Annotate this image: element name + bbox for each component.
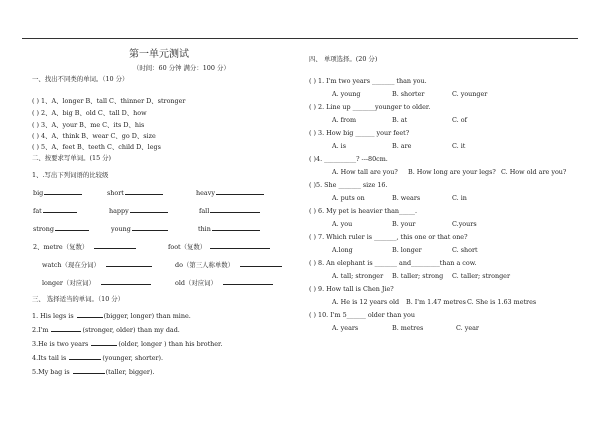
section-4-heading: 四、 单项选择。(20 分)	[309, 55, 378, 63]
mc-option[interactable]: B. I'm 1.47 metres	[406, 298, 466, 306]
mc-option[interactable]: C. She is 1.63 metres	[467, 298, 537, 306]
s3-row: 3.He is two years (older, longer ) than his brother.	[32, 340, 223, 348]
mc-question: ( ) 1. I'm two years _______ than you.	[309, 77, 427, 85]
q2-item: do（第三人称单数）	[175, 260, 283, 269]
mc-option[interactable]: A. tall; stronger	[332, 272, 384, 280]
s1-row: ( ) 2、A、big B、old C、tall D、how	[32, 109, 147, 117]
comp-item: strong	[33, 224, 90, 233]
answer-blank[interactable]	[216, 188, 264, 195]
comp-item: short	[107, 188, 164, 197]
mc-option[interactable]: A.long	[332, 246, 353, 254]
comp-item: happy	[109, 206, 169, 215]
section-1-heading: 一、找出不同类的单词。（10 分）	[32, 75, 129, 83]
answer-blank[interactable]	[223, 278, 273, 285]
section-2-subheading: 1、.写出下列词语的比较级	[32, 171, 109, 179]
comp-item: heavy	[196, 188, 265, 197]
mc-option[interactable]: B. shorter	[392, 90, 425, 98]
q2-item: watch（现在分词）	[42, 260, 153, 269]
s3-row: 4.Its tail is (younger, shorter).	[32, 354, 164, 362]
answer-blank[interactable]	[210, 206, 260, 213]
mc-question: ( )5. She _______ size 16.	[309, 181, 388, 189]
s3-row: 1. His legs is (bigger, longer) than mine.	[32, 312, 191, 320]
answer-blank[interactable]	[240, 260, 282, 267]
section-3-heading: 三、 选择适当的单词。（10 分）	[32, 295, 125, 303]
mc-option[interactable]: A. from	[332, 116, 357, 124]
mc-option[interactable]: B. longer	[392, 246, 422, 254]
mc-option[interactable]: A. How tall are you?	[332, 168, 398, 176]
s3-row: 5.My bag is (taller, bigger).	[32, 368, 155, 376]
s1-row: ( ) 3、A、your B、me C、its D、his	[32, 121, 145, 129]
mc-question: ( ) 2. Line up _______younger to older.	[309, 103, 431, 111]
header-rule	[22, 38, 578, 39]
comp-item: big	[33, 188, 83, 197]
q2-item: 2、metre（复数）	[33, 242, 137, 251]
q2-item: old（对应词）	[175, 278, 274, 287]
answer-blank[interactable]	[212, 224, 260, 231]
mc-option[interactable]: C. short	[452, 246, 478, 254]
page-subtitle: （时间：60 分钟 满分：100 分）	[133, 64, 230, 72]
answer-blank[interactable]	[210, 242, 270, 249]
mc-question: ( ) 3. How big ______ your feet?	[309, 129, 410, 137]
mc-option[interactable]: B. wears	[392, 194, 421, 202]
answer-blank[interactable]	[130, 206, 168, 213]
comp-item: fall	[199, 206, 261, 215]
mc-option[interactable]: A. young	[332, 90, 361, 98]
comp-item: fat	[33, 206, 78, 215]
answer-blank[interactable]	[106, 260, 152, 267]
section-2-heading: 二、按要求写单词。(15 分)	[32, 154, 112, 162]
mc-question: ( ) 7. Which ruler is _______, this one or that one?	[309, 233, 468, 241]
answer-blank[interactable]	[91, 339, 117, 346]
page-title: 第一单元测试	[129, 49, 189, 60]
answer-blank[interactable]	[125, 188, 163, 195]
mc-option[interactable]: A. He is 12 years old	[332, 298, 400, 306]
s1-row: ( ) 4、A、think B、wear C、go D、size	[32, 132, 156, 140]
mc-option[interactable]: C.yours	[452, 220, 477, 228]
answer-blank[interactable]	[101, 278, 151, 285]
mc-option[interactable]: A. you	[332, 220, 353, 228]
mc-option[interactable]: B. metres	[392, 324, 424, 332]
mc-option[interactable]: C. year	[456, 324, 479, 332]
mc-option[interactable]: C. it	[452, 142, 466, 150]
s1-row: ( ) 1、A、longer B、tall C、thinner D、stronger	[32, 97, 186, 105]
mc-question: ( ) 6. My pet is heavier than_____.	[309, 207, 418, 215]
answer-blank[interactable]	[69, 353, 101, 360]
mc-option[interactable]: B. at	[392, 116, 408, 124]
mc-option[interactable]: A. puts on	[332, 194, 365, 202]
s1-row: ( ) 5、A、feet B、teeth C、child D、legs	[32, 143, 161, 151]
mc-option[interactable]: B. How long are your legs?	[408, 168, 496, 176]
mc-option[interactable]: C. taller; stronger	[452, 272, 511, 280]
mc-option[interactable]: A. is	[332, 142, 347, 150]
answer-blank[interactable]	[132, 224, 168, 231]
mc-question: ( ) 10. I'm 5______ older than you	[309, 311, 415, 319]
mc-option[interactable]: C. in	[452, 194, 467, 202]
answer-blank[interactable]	[55, 224, 89, 231]
mc-option[interactable]: A. years	[332, 324, 359, 332]
mc-option[interactable]: C. younger	[452, 90, 488, 98]
comp-item: thin	[198, 224, 261, 233]
mc-option[interactable]: C. How old are you?	[501, 168, 567, 176]
s3-row: 2.I'm (stronger, older) than my dad.	[32, 326, 180, 334]
q2-item: longer（对应词）	[42, 278, 152, 287]
mc-option[interactable]: B. are	[392, 142, 412, 150]
mc-option[interactable]: C. of	[452, 116, 467, 124]
answer-blank[interactable]	[44, 188, 82, 195]
answer-blank[interactable]	[94, 242, 136, 249]
mc-option[interactable]: B. your	[392, 220, 416, 228]
q2-item: foot（复数）	[168, 242, 271, 251]
mc-option[interactable]: B. taller; strong	[392, 272, 444, 280]
comp-item: young	[111, 224, 169, 233]
mc-question: ( ) 9. How tall is Chen Jie?	[309, 285, 394, 293]
answer-blank[interactable]	[77, 311, 103, 318]
answer-blank[interactable]	[73, 367, 105, 374]
mc-question: ( ) 8. An elephant is _______ and_________than a cow.	[309, 259, 477, 267]
mc-question: ( )4. __________? ---80cm.	[309, 155, 388, 163]
answer-blank[interactable]	[51, 325, 81, 332]
answer-blank[interactable]	[43, 206, 77, 213]
